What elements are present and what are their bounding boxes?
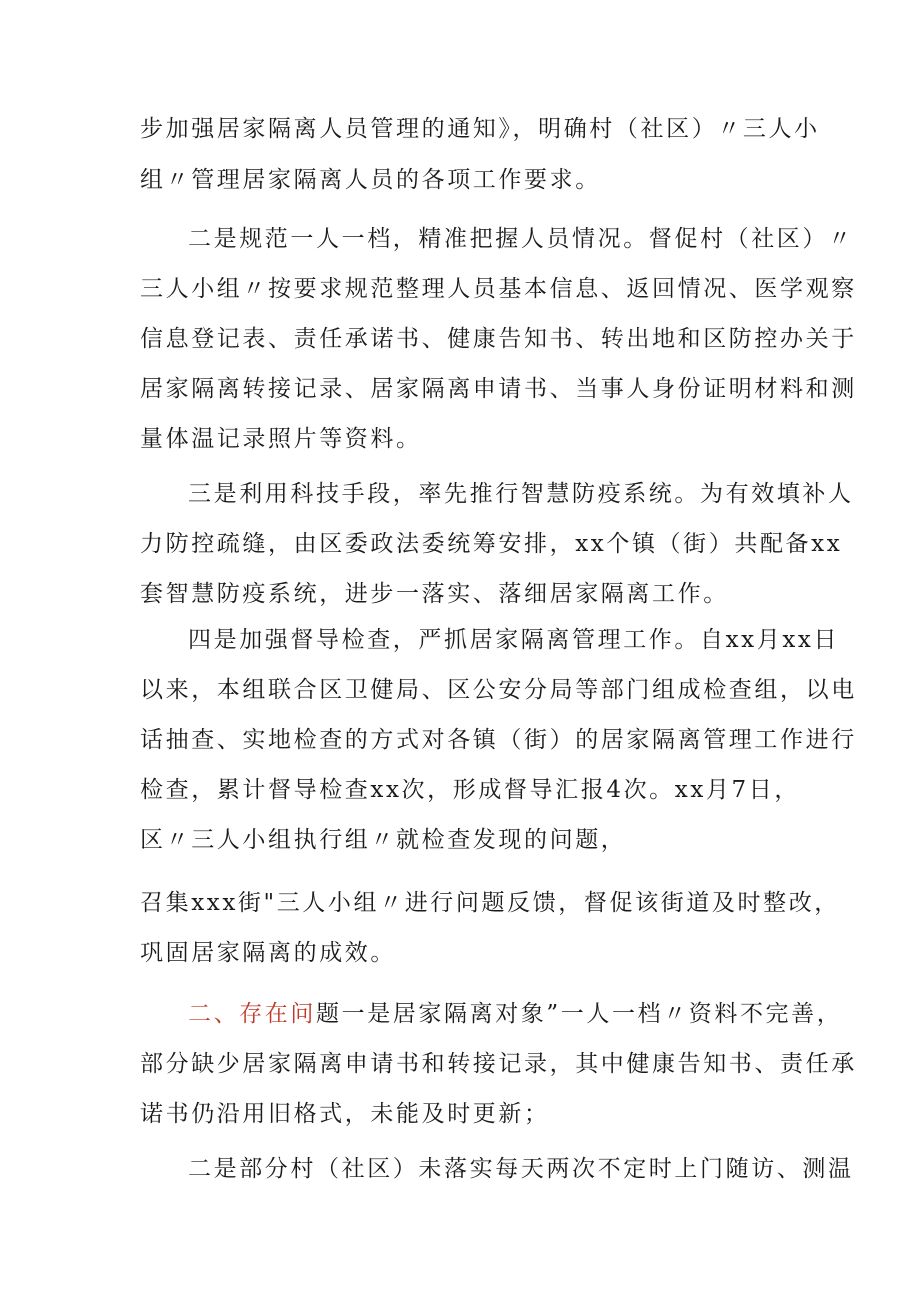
text-line: 话抽查、实地检查的方式对各镇（街）的居家隔离管理工作进行 <box>140 727 857 753</box>
paragraph-start-line: 二是规范一人一档，精准把握人员情况。督促村（社区）〃 <box>188 226 854 252</box>
text-line: 信息登记表、责任承诺书、健康告知书、转出地和区防控办关于 <box>140 326 857 352</box>
paragraph-start-line: 三是利用科技手段，率先推行智慧防疫系统。为有效填补人 <box>188 481 854 507</box>
section-heading-text: 题一是居家隔离对象”一人一档〃资料不完善， <box>316 1001 843 1027</box>
text-line: 诺书仍沿用旧格式，未能及时更新； <box>140 1101 550 1127</box>
paragraph-start-line: 二是部分村（社区）未落实每天两次不定时上门随访、测温 <box>188 1156 854 1182</box>
text-line: 检查，累计督导检查xx次，形成督导汇报4次。xx月7日， <box>140 777 800 803</box>
text-line: 步加强居家隔离人员管理的通知》，明确村（社区）〃三人小 <box>140 116 820 142</box>
section-heading-line <box>188 999 842 1029</box>
text-line: 居家隔离转接记录、居家隔离申请书、当事人身份证明材料和测 <box>140 376 857 402</box>
section-heading: 二、存在问 <box>188 1001 316 1027</box>
text-line: 三人小组〃按要求规范整理人员基本信息、返回情况、医学观察 <box>140 276 857 302</box>
text-line: 巩固居家隔离的成效。 <box>140 940 396 966</box>
text-line: 召集xxx街"三人小组〃进行问题反馈，督促该街道及时整改， <box>140 890 840 916</box>
paragraph-start-line: 四是加强督导检查，严抓居家隔离管理工作。自xx月xx日 <box>188 627 840 653</box>
text-line: 力防控疏缝，由区委政法委统筹安排，xx个镇（街）共配备xx <box>140 531 843 557</box>
text-line: 套智慧防疫系统，进步一落实、落细居家隔离工作。 <box>140 581 729 607</box>
text-line: 区〃三人小组执行组〃就检查发现的问题， <box>140 827 627 853</box>
text-line: 量体温记录照片等资料。 <box>140 426 422 452</box>
text-line: 以来，本组联合区卫健局、区公安分局等部门组成检查组，以电 <box>140 677 857 703</box>
text-line: 部分缺少居家隔离申请书和转接记录，其中健康告知书、责任承 <box>140 1051 857 1077</box>
text-line: 组〃管理居家隔离人员的各项工作要求。 <box>140 167 601 193</box>
